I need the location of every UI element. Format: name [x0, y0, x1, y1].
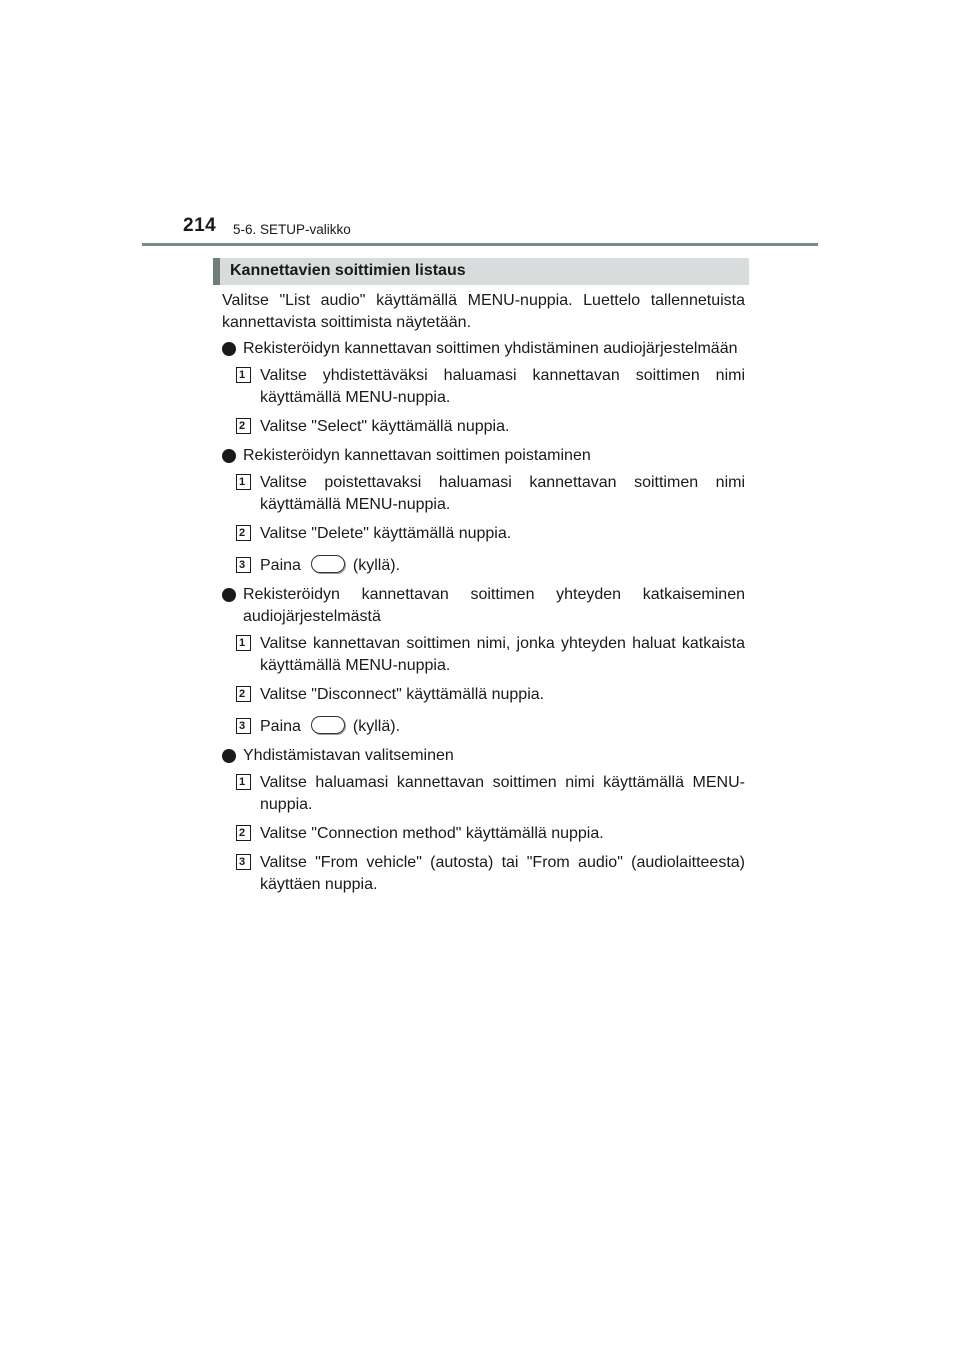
step-number-badge: 3 [236, 854, 251, 870]
step [222, 633, 745, 677]
bullet-title: Rekisteröidyn kannettavan soittimen yhdistäminen audiojärjestelmään [243, 340, 738, 357]
step-number-badge: 2 [236, 825, 251, 841]
bullet-dot-icon [222, 588, 236, 602]
bullet-dot-icon [222, 342, 236, 356]
bullet-title: Yhdistämistavan valitseminen [243, 747, 454, 764]
step-text: Valitse haluamasi kannettavan soittimen nimi käyttämällä MENU-nuppia. [260, 774, 745, 813]
page-number: 214 [183, 215, 217, 236]
step-number-badge: 3 [236, 718, 251, 734]
step [222, 716, 745, 738]
step [222, 365, 745, 409]
step-number-badge: 1 [236, 635, 251, 651]
bullet-item [222, 584, 745, 628]
step [222, 772, 745, 816]
step-text-after: (kyllä). [352, 718, 401, 735]
step-number-badge: 2 [236, 525, 251, 541]
step-text: Valitse kannettavan soittimen nimi, jonka yhteyden haluat katkaista käyttämällä MENU-nuppia. [260, 635, 745, 674]
yes-button-icon [311, 716, 345, 734]
yes-button-icon [311, 555, 345, 573]
step-number-badge: 3 [236, 557, 251, 573]
step-text: Valitse "Select" käyttämällä nuppia. [260, 418, 510, 435]
step-text: Valitse poistettavaksi haluamasi kannettavan soittimen nimi käyttämällä MENU-nuppia. [260, 474, 745, 513]
bullet-title: Rekisteröidyn kannettavan soittimen yhteyden katkaiseminen audiojärjestelmästä [243, 586, 745, 625]
step [222, 823, 745, 845]
step-text: Valitse "From vehicle" (autosta) tai "From audio" (audiolaitteesta) käyttäen nuppia. [260, 854, 745, 893]
bullet-item [222, 745, 745, 767]
step-text-before: Paina [260, 557, 301, 574]
bullet-dot-icon [222, 449, 236, 463]
step [222, 852, 745, 896]
bullet-item [222, 338, 745, 360]
step-number-badge: 2 [236, 686, 251, 702]
step [222, 684, 745, 706]
step [222, 416, 745, 438]
step [222, 555, 745, 577]
section-label: 5-6. SETUP-valikko [233, 222, 351, 237]
bullet-title: Rekisteröidyn kannettavan soittimen poistaminen [243, 447, 591, 464]
step-text-before: Paina [260, 718, 301, 735]
step-number-badge: 1 [236, 774, 251, 790]
step-number-badge: 2 [236, 418, 251, 434]
step-text: Valitse "Connection method" käyttämällä nuppia. [260, 825, 604, 842]
section-heading-bar [213, 258, 749, 285]
step-number-badge: 1 [236, 474, 251, 490]
step-text: Valitse "Delete" käyttämällä nuppia. [260, 525, 512, 542]
bullet-item [222, 445, 745, 467]
step-number-badge: 1 [236, 367, 251, 383]
step-text: Valitse yhdistettäväksi haluamasi kannettavan soittimen nimi käyttämällä MENU-nuppia. [260, 367, 745, 406]
bullet-dot-icon [222, 749, 236, 763]
content [222, 290, 745, 903]
step [222, 523, 745, 545]
step-text-after: (kyllä). [352, 557, 401, 574]
header-rule [142, 243, 818, 246]
intro-paragraph: Valitse "List audio" käyttämällä MENU-nuppia. Luettelo tallennetuista kannettavista soittimista näytetään. [222, 292, 745, 331]
section-heading: Kannettavien soittimien listaus [230, 262, 466, 279]
step [222, 472, 745, 516]
step-text: Valitse "Disconnect" käyttämällä nuppia. [260, 686, 545, 703]
